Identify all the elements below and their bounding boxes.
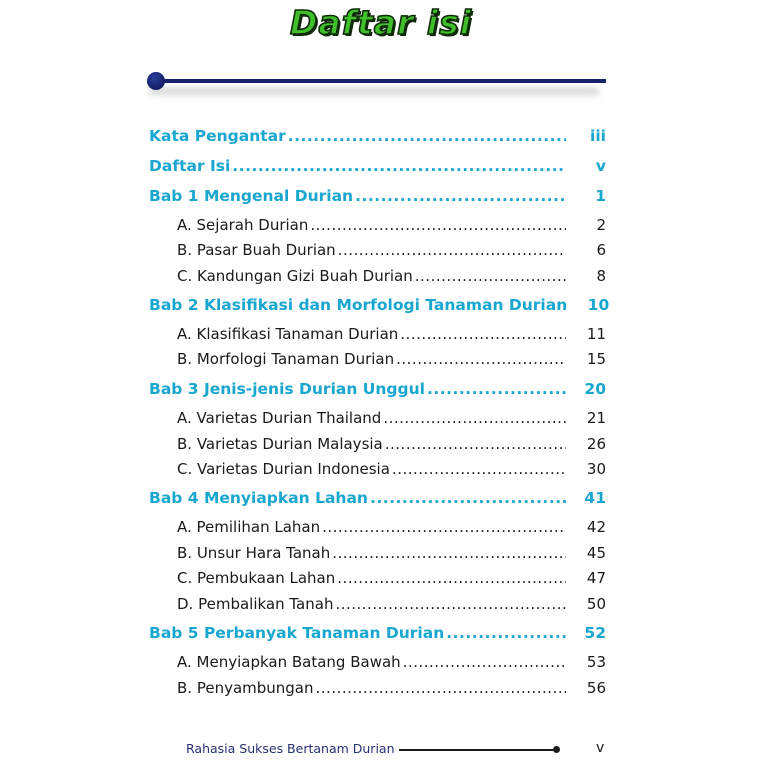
toc-leader-dots — [310, 216, 566, 234]
toc-entry-label: A. Klasifikasi Tanaman Durian — [177, 325, 399, 343]
toc-entry-label: B. Pasar Buah Durian — [177, 241, 336, 259]
toc-entry-label: Bab 3 Jenis-jenis Durian Unggul — [149, 380, 425, 398]
toc-entry-label: Daftar Isi — [149, 157, 231, 175]
toc-leader-dots — [288, 127, 566, 145]
footer-page-number: v — [596, 740, 605, 756]
toc-entry-page-number: 6 — [596, 241, 606, 259]
toc-entry-page-number: 30 — [586, 460, 606, 478]
page-title: Daftar isi — [289, 3, 473, 42]
toc-chapter-entry — [149, 376, 606, 398]
toc-leader-dots — [385, 435, 566, 453]
footer-rule — [399, 749, 555, 751]
toc-entry-page-number: v — [595, 157, 606, 175]
toc-leader-dots — [427, 380, 566, 398]
toc-section-entry — [177, 514, 606, 536]
toc-leader-dots — [338, 241, 566, 259]
toc-section-entry — [177, 431, 606, 453]
toc-entry-label: Bab 5 Perbanyak Tanaman Durian — [149, 624, 445, 642]
toc-entry-label: A. Varietas Durian Thailand — [177, 409, 382, 427]
toc-entry-page-number: 45 — [586, 544, 606, 562]
toc-entry-label: B. Penyambungan — [177, 679, 314, 697]
toc-entry-label: Kata Pengantar — [149, 127, 286, 145]
toc-entry-page-number: 42 — [586, 518, 606, 536]
toc-section-entry — [177, 346, 606, 368]
toc-leader-dots — [335, 595, 566, 613]
toc-entry-page-number: 52 — [584, 624, 606, 642]
toc-leader-dots — [370, 489, 566, 507]
toc-section-entry — [177, 675, 606, 697]
toc-leader-dots — [232, 157, 566, 175]
toc-entry-label: A. Pemilihan Lahan — [177, 518, 321, 536]
toc-chapter-entry — [149, 485, 606, 507]
toc-leader-dots — [332, 544, 566, 562]
toc-section-entry — [177, 649, 606, 671]
toc-entry-page-number: 41 — [584, 489, 606, 507]
toc-leader-dots — [355, 187, 566, 205]
toc-leader-dots — [403, 653, 566, 671]
toc-entry-page-number: 56 — [586, 679, 606, 697]
toc-leader-dots — [400, 325, 566, 343]
toc-entry-page-number: 20 — [584, 380, 606, 398]
toc-entry-page-number: 21 — [586, 409, 606, 427]
toc-entry-page-number: 53 — [586, 653, 606, 671]
toc-leader-dots — [415, 267, 566, 285]
toc-leader-dots — [316, 679, 566, 697]
toc-entry-page-number: 15 — [586, 350, 606, 368]
footer-rule-dot-icon — [553, 746, 560, 753]
footer-book-title: Rahasia Sukses Bertanam Durian — [186, 741, 395, 756]
toc-leader-dots — [383, 409, 566, 427]
toc-entry-page-number: 10 — [587, 296, 610, 314]
toc-entry-label: C. Pembukaan Lahan — [177, 569, 336, 587]
toc-entry-label: B. Morfologi Tanaman Durian — [177, 350, 395, 368]
toc-entry-page-number: 50 — [586, 595, 606, 613]
toc-section-entry — [177, 405, 606, 427]
toc-chapter-entry — [149, 123, 606, 145]
toc-entry-label: Bab 1 Mengenal Durian — [149, 187, 354, 205]
toc-section-entry — [177, 212, 606, 234]
toc-leader-dots — [392, 460, 566, 478]
toc-entry-label: Bab 4 Menyiapkan Lahan — [149, 489, 368, 507]
toc-entry-page-number: 26 — [586, 435, 606, 453]
toc-entry-label: B. Varietas Durian Malaysia — [177, 435, 383, 453]
toc-entry-page-number: 47 — [586, 569, 606, 587]
toc-leader-dots — [446, 624, 566, 642]
toc-section-entry — [177, 540, 606, 562]
toc-entry-label: Bab 2 Klasifikasi dan Morfologi Tanaman Durian — [149, 296, 568, 314]
toc-entry-label: A. Sejarah Durian — [177, 216, 309, 234]
toc-chapter-entry — [149, 620, 606, 642]
toc-entry-page-number: 1 — [595, 187, 606, 205]
toc-chapter-entry — [149, 183, 606, 205]
toc-chapter-entry — [149, 153, 606, 175]
toc-leader-dots — [337, 569, 566, 587]
toc-leader-dots — [396, 350, 566, 368]
toc-entry-page-number: iii — [590, 127, 606, 145]
toc-leader-dots — [322, 518, 566, 536]
toc-entry-page-number: 11 — [586, 325, 606, 343]
toc-entry-label: A. Menyiapkan Batang Bawah — [177, 653, 401, 671]
toc-entry-label: B. Unsur Hara Tanah — [177, 544, 331, 562]
toc-entry-page-number: 8 — [596, 267, 606, 285]
toc-entry-label: D. Pembalikan Tanah — [177, 595, 334, 613]
toc-entry-label: C. Varietas Durian Indonesia — [177, 460, 390, 478]
toc-section-entry — [177, 591, 606, 613]
toc-section-entry — [177, 565, 606, 587]
toc-section-entry — [177, 263, 606, 285]
toc-section-entry — [177, 456, 606, 478]
toc-entry-label: C. Kandungan Gizi Buah Durian — [177, 267, 413, 285]
toc-section-entry — [177, 237, 606, 259]
toc-section-entry — [177, 321, 606, 343]
toc-chapter-entry — [149, 292, 610, 314]
toc-entry-page-number: 2 — [596, 216, 606, 234]
